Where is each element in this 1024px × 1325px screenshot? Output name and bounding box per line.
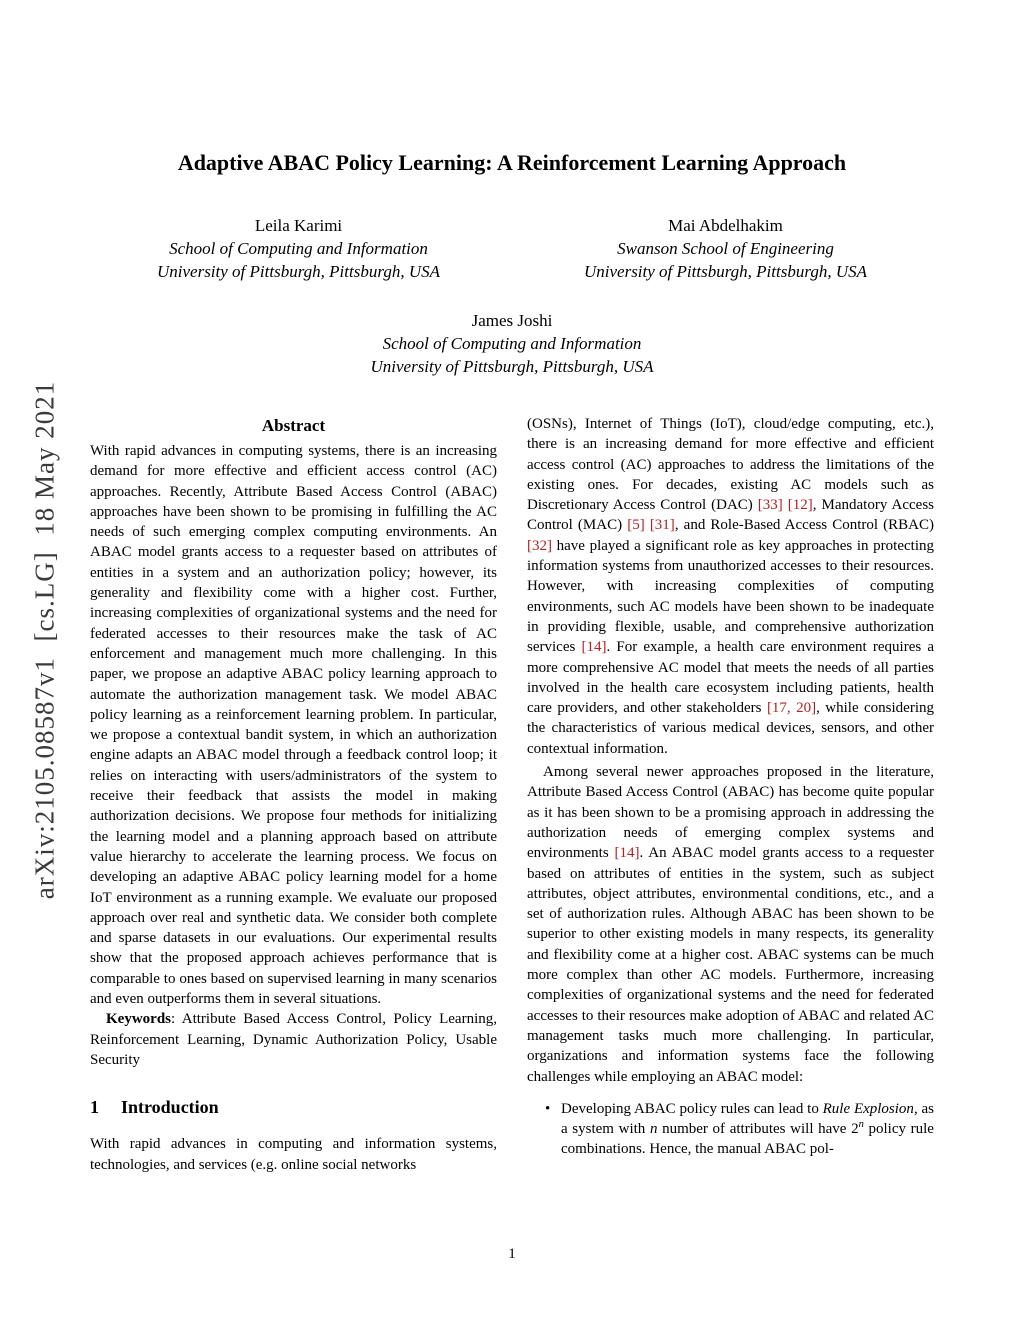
author-block: [85, 309, 939, 378]
section-title: Introduction: [121, 1097, 219, 1118]
citation-link[interactable]: [31]: [649, 517, 675, 534]
citation-link[interactable]: [12]: [787, 497, 813, 514]
citation-link[interactable]: [5]: [627, 517, 645, 534]
citation-link[interactable]: [14]: [614, 845, 640, 862]
authors-row: [85, 214, 939, 283]
intro-paragraph: With rapid advances in computing and information systems, technologies, and services (e.g. online social networks: [90, 1136, 497, 1173]
left-column: [90, 414, 497, 1175]
abstract-text: With rapid advances in computing systems, there is an increasing demand for more effective and efficient access control (AC) approaches. Recently, Attribute Based Access Control (ABAC) approaches have been shown to be promising in fulfilling the AC needs of such emerging complex computing environments. An ABAC model grants access to a requester based on attributes of entities in a system and an authorization policy; however, its generality and flexibility come with a higher cost. Further, increasing complexities of organizational systems and the need for federated accesses to their resources make the task of AC enforcement and management much more challenging. In this paper, we propose an adaptive ABAC policy learning approach to automate the authorization management task. We model ABAC policy learning as a reinforcement learning problem. In particular, we propose a contextual bandit system, in which an authorization engine adapts an ABAC model through a feedback control loop; it relies on interacting with users/administrators of the system to receive their feedback that assists the model in making authorization decisions. We propose four methods for initializing the learning model and a planning approach based on attribute value hierarchy to accelerate the learning process. We focus on developing an adaptive ABAC policy learning model for a home IoT environment as a running example. We evaluate our proposed approach over real and synthetic data. We consider both complete and sparse datasets in our evaluations. Our experimental results show that the proposed approach achieves performance that is comparable to ones based on supervised learning in many scenarios and even outperforms them in several situations.: [90, 443, 497, 1008]
author-affiliation: School of Computing and Information: [382, 334, 642, 353]
citation-link[interactable]: [32]: [527, 537, 552, 554]
paper-header: [0, 0, 1024, 378]
author-name: James Joshi: [471, 311, 553, 330]
citation-link[interactable]: [14]: [581, 639, 607, 656]
citation-link[interactable]: [17, 20]: [766, 700, 817, 717]
right-column: [527, 414, 934, 1175]
author-affiliation: Swanson School of Engineering: [617, 239, 834, 258]
author-location: University of Pittsburgh, Pittsburgh, USA: [583, 262, 867, 281]
paper-title: Adaptive ABAC Policy Learning: A Reinforcement Learning Approach: [177, 150, 847, 175]
abstract-heading: Abstract: [261, 416, 326, 435]
author-name: Leila Karimi: [254, 216, 343, 235]
author-location: University of Pittsburgh, Pittsburgh, USA: [370, 357, 654, 376]
keywords-text: : Attribute Based Access Control, Policy Learning, Reinforcement Learning, Dynamic Authorization Policy, Usable Security: [90, 1011, 497, 1068]
author-location: University of Pittsburgh, Pittsburgh, USA: [156, 262, 440, 281]
author-block: [512, 214, 939, 283]
page-number: 1: [508, 1246, 516, 1262]
author-affiliation: School of Computing and Information: [169, 239, 428, 258]
author-name: Mai Abdelhakim: [668, 216, 783, 235]
arxiv-stamp: arXiv:2105.08587v1 [cs.LG] 18 May 2021: [29, 380, 60, 900]
body-paragraph-2: Among several newer approaches proposed in the literature, Attribute Based Access Control (ABAC) has become quite popular as it has been shown to be a promising approach in addressing the authorization needs of emerging complex systems and environments [14]. An ABAC model grants access to a requester based on attributes of entities in the system, such as subject attributes, object attributes, environmental conditions, etc., and a set of authorization rules. Although ABAC has been shown to be superior to other existing models in many respects, its generality and flexibility come at a higher cost. ABAC systems can be much more complex than other AC models. Furthermore, increasing complexities of organizational systems and the need for federated accesses to their resources make adoption of ABAC and related AC management tasks much more challenging. In particular, organizations and information systems face the following challenges while employing an ABAC model:: [527, 764, 934, 1085]
keywords-label: Keywords: [106, 1011, 171, 1028]
keywords-paragraph: [90, 1009, 497, 1070]
list-item-rule-explosion: • Developing ABAC policy rules can lead to Rule Explosion, as a system with n number of attributes will have 2$^n$ policy rule combinations. Hence, the manual ABAC pol-: [527, 1099, 934, 1160]
citation-link[interactable]: [33]: [757, 497, 783, 514]
section-number: 1: [90, 1097, 99, 1118]
challenge-list: [527, 1099, 934, 1160]
body-paragraph-1: (OSNs), Internet of Things (IoT), cloud/edge computing, etc.), there is an increasing demand for more effective and efficient access control (AC) approaches to address the limitations of the existing ones. For decades, existing AC models such as Discretionary Access Control (DAC) [33] [12], Mandatory Access Control (MAC) [5] [31], and Role-Based Access Control (RBAC) [32] have played a significant role as key approaches in protecting information systems from unauthorized accesses to their resources. However, with increasing complexities of computing environments, such AC models have been shown to be inadequate in providing flexible, usable, and comprehensive authorization services [14]. For example, a health care environment requires a more comprehensive AC model that meets the needs of all parties involved in the health care ecosystem including patients, health care providers, and other stakeholders [17, 20], while considering the characteristics of various medical devices, sensors, and other contextual information.: [527, 416, 935, 757]
author-block: [85, 214, 512, 283]
two-column-body: [90, 414, 934, 1175]
section-heading-introduction: [90, 1096, 497, 1118]
